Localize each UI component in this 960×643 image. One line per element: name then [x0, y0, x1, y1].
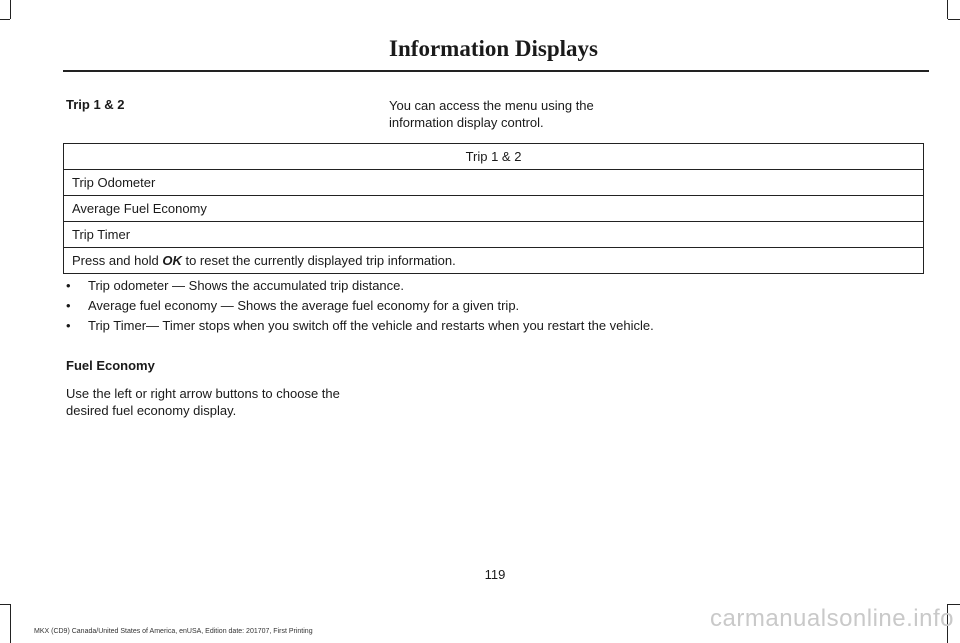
table-row — [64, 170, 924, 196]
table-cell-trip-timer: Trip Timer — [64, 222, 924, 248]
table-header-cell: Trip 1 & 2 — [64, 144, 924, 170]
list-item — [66, 276, 654, 296]
header-divider — [63, 70, 929, 72]
table-header-row — [64, 144, 924, 170]
list-item — [66, 296, 654, 316]
crop-mark-bottom-left-v — [10, 604, 11, 643]
trip-side-heading: Trip 1 & 2 — [66, 97, 125, 112]
list-item — [66, 316, 654, 336]
intro-paragraph: You can access the menu using the information display control. — [389, 98, 594, 130]
fuel-economy-body: Use the left or right arrow buttons to choose the desired fuel economy display. — [66, 386, 340, 418]
trip-menu-table — [63, 143, 924, 274]
list-item-text: Trip Timer— Timer stops when you switch off the vehicle and restarts when you restart the vehicle. — [88, 318, 654, 333]
ok-key-label: OK — [162, 253, 182, 268]
bullet-list — [66, 276, 654, 336]
table-cell-trip-odometer: Trip Odometer — [64, 170, 924, 196]
page-title: Information Displays — [389, 36, 598, 61]
bullet-icon: • — [66, 298, 71, 313]
bullet-icon: • — [66, 318, 71, 333]
table-row — [64, 248, 924, 274]
table-row — [64, 196, 924, 222]
crop-mark-bottom-left-h — [0, 604, 10, 605]
bullet-icon: • — [66, 278, 71, 293]
table-cell-average-fuel-economy: Average Fuel Economy — [64, 196, 924, 222]
crop-mark-top-right-h — [948, 19, 960, 20]
page-number: 119 — [484, 567, 506, 582]
crop-mark-top-right-v — [947, 0, 948, 19]
crop-mark-top-left-v — [10, 0, 11, 19]
table-cell-reset-instruction — [64, 248, 924, 274]
reset-prefix: Press and hold — [72, 253, 163, 268]
fuel-economy-heading: Fuel Economy — [66, 358, 155, 373]
table-row — [64, 222, 924, 248]
watermark: carmanualsonline.info — [710, 605, 954, 632]
footer-edition-info: MKX (CD9) Canada/United States of America, enUSA, Edition date: 201707, First Printing — [34, 628, 313, 635]
reset-suffix: to reset the currently displayed trip information. — [181, 253, 456, 268]
list-item-text: Trip odometer — Shows the accumulated trip distance. — [88, 278, 404, 293]
crop-mark-top-left-h — [0, 19, 10, 20]
list-item-text: Average fuel economy — Shows the average fuel economy for a given trip. — [88, 298, 520, 313]
